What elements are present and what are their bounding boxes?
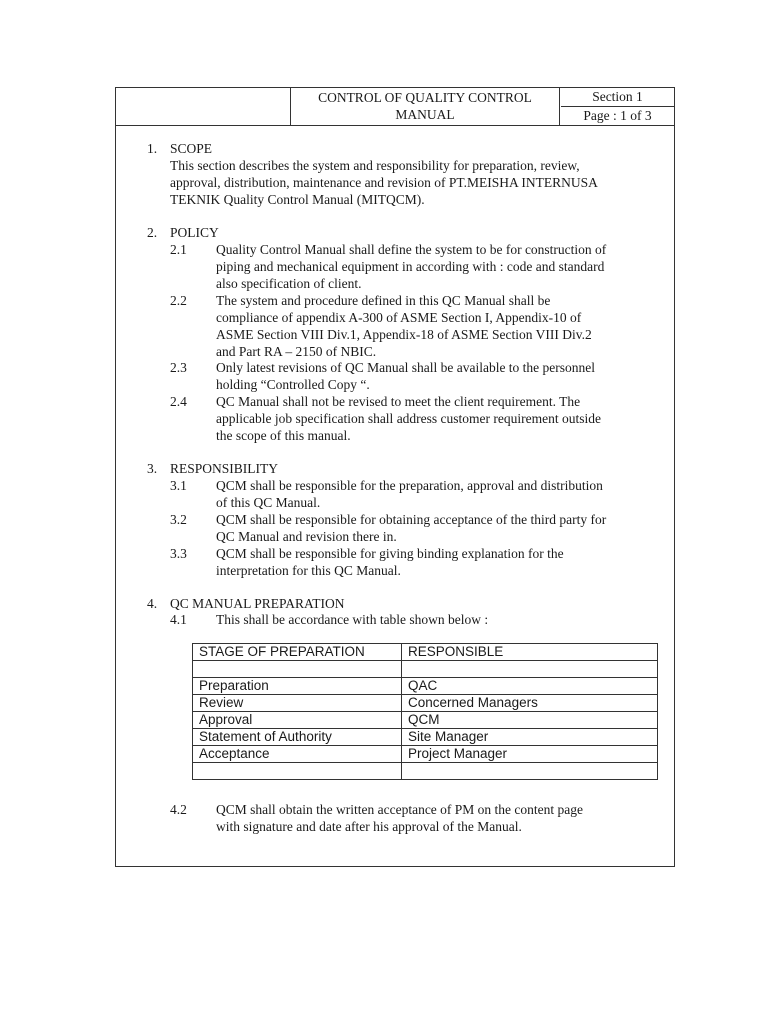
item-number: 4.1 — [170, 612, 187, 627]
table-cell: QAC — [402, 678, 658, 695]
section-number: Section 1 — [561, 88, 674, 107]
table-cell: Review — [193, 695, 402, 712]
table-cell: Site Manager — [402, 729, 658, 746]
item-text: The system and procedure defined in this QC Manual shall be — [216, 293, 551, 308]
table-cell: Acceptance — [193, 746, 402, 763]
item-text: QCM shall be responsible for the preparation, approval and distribution — [216, 478, 603, 493]
item-text: also specification of client. — [216, 276, 362, 291]
item-text: QCM shall be responsible for giving binding explanation for the — [216, 546, 564, 561]
item-number: 4.2 — [170, 802, 187, 817]
page-number: Page : 1 of 3 — [583, 108, 652, 123]
item-text: interpretation for this QC Manual. — [216, 563, 401, 578]
scope-line: TEKNIK Quality Control Manual (MITQCM). — [170, 192, 425, 207]
item-text: of this QC Manual. — [216, 495, 321, 510]
item-text: Only latest revisions of QC Manual shall be available to the personnel — [216, 360, 596, 375]
item-number: 3.1 — [170, 478, 187, 493]
section-1-heading: SCOPE — [170, 141, 213, 156]
item-text: This shall be accordance with table shown below : — [216, 612, 489, 627]
table-cell — [402, 763, 658, 780]
item-number: 3.3 — [170, 546, 187, 561]
item-number: 2.3 — [170, 360, 187, 375]
table-cell — [193, 763, 402, 780]
table-cell — [402, 661, 658, 678]
table-cell — [193, 661, 402, 678]
table-row — [193, 746, 658, 763]
section-1-number: 1. — [147, 141, 158, 156]
table-row — [193, 763, 658, 780]
item-text: QC Manual and revision there in. — [216, 529, 397, 544]
table-cell: Approval — [193, 712, 402, 729]
item-text: compliance of appendix A-300 of ASME Section I, Appendix-10 of — [216, 310, 582, 325]
item-number: 2.2 — [170, 293, 187, 308]
item-text: holding “Controlled Copy “. — [216, 377, 370, 392]
title-line-1: CONTROL OF QUALITY CONTROL — [318, 90, 532, 105]
item-text: QC Manual shall not be revised to meet the client requirement. The — [216, 394, 581, 409]
section-3-heading: RESPONSIBILITY — [170, 461, 279, 476]
title-line-2: MANUAL — [395, 107, 455, 122]
item-number: 3.2 — [170, 512, 187, 527]
section-4-number: 4. — [147, 596, 158, 611]
item-text: the scope of this manual. — [216, 428, 351, 443]
item-text: QCM shall be responsible for obtaining acceptance of the third party for — [216, 512, 607, 527]
table-header-cell: STAGE OF PREPARATION — [193, 644, 402, 661]
item-number: 2.4 — [170, 394, 187, 409]
section-3-number: 3. — [147, 461, 158, 476]
table-row — [193, 712, 658, 729]
table-row — [193, 695, 658, 712]
section-4-heading: QC MANUAL PREPARATION — [170, 596, 345, 611]
scope-line: This section describes the system and responsibility for preparation, review, — [170, 158, 580, 173]
item-text: Quality Control Manual shall define the system to be for construction of — [216, 242, 607, 257]
section-2-number: 2. — [147, 225, 158, 240]
item-text: piping and mechanical equipment in according with : code and standard — [216, 259, 605, 274]
table-cell: Preparation — [193, 678, 402, 695]
table-header-row — [193, 644, 658, 661]
table-cell: Statement of Authority — [193, 729, 402, 746]
document-title — [291, 88, 560, 125]
preparation-table — [192, 643, 658, 780]
item-text: with signature and date after his approval of the Manual. — [216, 819, 522, 834]
item-text: and Part RA – 2150 of NBIC. — [216, 344, 377, 359]
item-text: QCM shall obtain the written acceptance of PM on the content page — [216, 802, 584, 817]
table-cell: QCM — [402, 712, 658, 729]
table-header-cell: RESPONSIBLE — [402, 644, 658, 661]
header-logo-cell — [116, 88, 291, 125]
table-cell: Project Manager — [402, 746, 658, 763]
table-row — [193, 678, 658, 695]
scope-line: approval, distribution, maintenance and revision of PT.MEISHA INTERNUSA — [170, 175, 598, 190]
table-row — [193, 661, 658, 678]
table-row — [193, 729, 658, 746]
document-header — [116, 88, 674, 126]
section-2-heading: POLICY — [170, 225, 219, 240]
table-cell: Concerned Managers — [402, 695, 658, 712]
item-number: 2.1 — [170, 242, 187, 257]
item-text: ASME Section VIII Div.1, Appendix-18 of ASME Section VIII Div.2 — [216, 327, 592, 342]
item-text: applicable job specification shall address customer requirement outside — [216, 411, 602, 426]
